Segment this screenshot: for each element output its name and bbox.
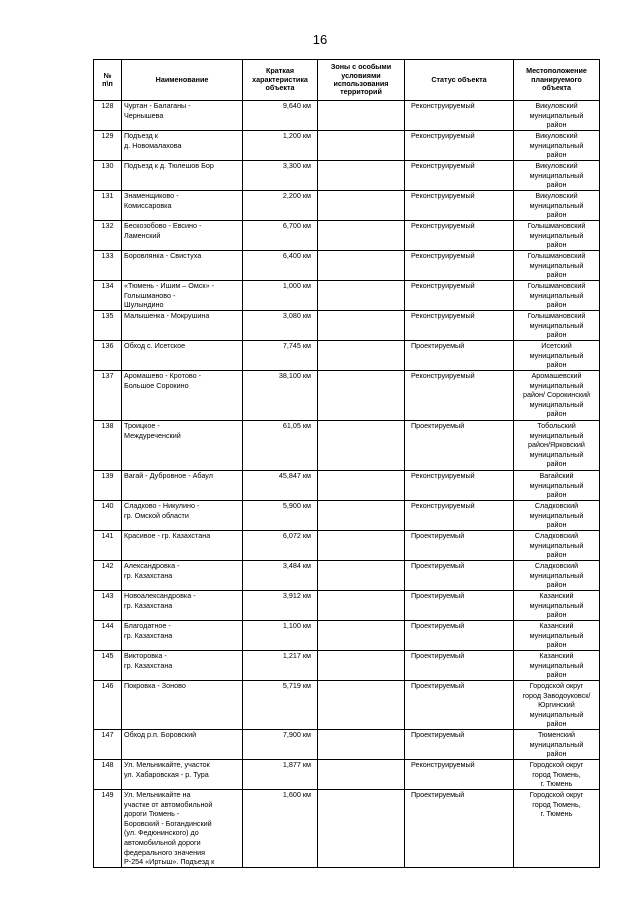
row-name: Викторовка - гр. Казахстана: [122, 651, 243, 681]
row-zone: [318, 471, 405, 501]
row-zone: [318, 789, 405, 867]
row-number: 141: [94, 531, 122, 561]
table-row: [94, 161, 600, 191]
row-name: Ул. Мельникайте, участок ул. Хабаровская - р. Тура: [122, 759, 243, 789]
row-zone: [318, 221, 405, 251]
table-row: [94, 221, 600, 251]
row-number: 133: [94, 251, 122, 281]
row-length: 2,200 км: [243, 191, 318, 221]
row-location: Казанский муниципальный район: [514, 651, 600, 681]
table-row: [94, 651, 600, 681]
row-name: «Тюмень - Ишим – Омск» - Голышманово - Шулындино: [122, 281, 243, 311]
table-row: [94, 591, 600, 621]
page-number: 16: [312, 32, 328, 47]
row-location: Викуловский муниципальный район: [514, 131, 600, 161]
table-row: [94, 341, 600, 371]
row-zone: [318, 131, 405, 161]
row-number: 135: [94, 311, 122, 341]
row-length: 1,877 км: [243, 759, 318, 789]
row-status: Проектируемый: [405, 729, 514, 759]
row-location: Исетский муниципальный район: [514, 341, 600, 371]
row-zone: [318, 729, 405, 759]
table-row: [94, 471, 600, 501]
row-length: 3,300 км: [243, 161, 318, 191]
row-name: Александровка - гр. Казахстана: [122, 561, 243, 591]
row-location: Викуловский муниципальный район: [514, 101, 600, 131]
row-status: Проектируемый: [405, 651, 514, 681]
row-location: Казанский муниципальный район: [514, 591, 600, 621]
row-number: 131: [94, 191, 122, 221]
row-length: 3,484 км: [243, 561, 318, 591]
row-location: Голышмановский муниципальный район: [514, 251, 600, 281]
row-number: 129: [94, 131, 122, 161]
row-name: Обход с. Исетское: [122, 341, 243, 371]
row-location: Вагайский муниципальный район: [514, 471, 600, 501]
row-status: Реконструируемый: [405, 311, 514, 341]
row-length: 1,217 км: [243, 651, 318, 681]
row-length: 45,847 км: [243, 471, 318, 501]
row-number: 149: [94, 789, 122, 867]
row-location: Аромашевский муниципальный район/ Сорокинский муниципальный район: [514, 371, 600, 421]
row-location: Викуловский муниципальный район: [514, 191, 600, 221]
row-status: Проектируемый: [405, 341, 514, 371]
row-status: Реконструируемый: [405, 471, 514, 501]
row-number: 128: [94, 101, 122, 131]
table-row: [94, 371, 600, 421]
row-length: 1,000 км: [243, 281, 318, 311]
row-zone: [318, 191, 405, 221]
row-number: 144: [94, 621, 122, 651]
table-row: [94, 131, 600, 161]
row-zone: [318, 101, 405, 131]
row-name: Покровка - Зоново: [122, 681, 243, 730]
table-header: [94, 60, 600, 101]
table-row: [94, 729, 600, 759]
row-zone: [318, 621, 405, 651]
row-number: 145: [94, 651, 122, 681]
row-zone: [318, 281, 405, 311]
row-number: 136: [94, 341, 122, 371]
row-status: Реконструируемый: [405, 101, 514, 131]
row-status: Реконструируемый: [405, 759, 514, 789]
row-location: Сладковский муниципальный район: [514, 501, 600, 531]
row-name: Ул. Мельникайте на участке от автомобильной дороги Тюмень - Боровский - Богандинский (ул. Федюнинского) до автомобильной дороги федерального значения Р-254 «Иртыш». Подъезд к: [122, 789, 243, 867]
row-number: 147: [94, 729, 122, 759]
row-name: Красивое - гр. Казахстана: [122, 531, 243, 561]
header-zones: Зоны с особыми условиями использования территорий: [318, 60, 405, 101]
row-name: Знаменщиково - Комиссаровка: [122, 191, 243, 221]
row-length: 1,600 км: [243, 789, 318, 867]
row-location: Казанский муниципальный район: [514, 621, 600, 651]
row-number: 132: [94, 221, 122, 251]
row-number: 138: [94, 421, 122, 471]
header-characteristic: Краткая характеристика объекта: [243, 60, 318, 101]
row-number: 137: [94, 371, 122, 421]
row-status: Проектируемый: [405, 591, 514, 621]
table-row: [94, 501, 600, 531]
row-zone: [318, 681, 405, 730]
table-row: [94, 789, 600, 867]
row-name: Сладково - Никулино - гр. Омской области: [122, 501, 243, 531]
table-row: [94, 561, 600, 591]
table-row: [94, 421, 600, 471]
row-number: 142: [94, 561, 122, 591]
row-location: Городской округ город Тюмень, г. Тюмень: [514, 759, 600, 789]
table-row: [94, 531, 600, 561]
row-length: 6,400 км: [243, 251, 318, 281]
row-zone: [318, 501, 405, 531]
row-location: Тобольский муниципальный район/Ярковский муниципальный район: [514, 421, 600, 471]
row-status: Реконструируемый: [405, 281, 514, 311]
row-name: Вагай - Дубровное - Абаул: [122, 471, 243, 501]
row-status: Реконструируемый: [405, 221, 514, 251]
row-location: Сладковский муниципальный район: [514, 531, 600, 561]
row-zone: [318, 251, 405, 281]
row-name: Благодатное - гр. Казахстана: [122, 621, 243, 651]
row-status: Проектируемый: [405, 421, 514, 471]
row-location: Городской округ город Тюмень, г. Тюмень: [514, 789, 600, 867]
row-status: Проектируемый: [405, 789, 514, 867]
row-zone: [318, 591, 405, 621]
row-name: Боровлянка - Свистуха: [122, 251, 243, 281]
row-zone: [318, 651, 405, 681]
table-row: [94, 681, 600, 730]
row-number: 134: [94, 281, 122, 311]
row-name: Подъезд к д. Тюлешов Бор: [122, 161, 243, 191]
header-status: Статус объекта: [405, 60, 514, 101]
row-length: 3,080 км: [243, 311, 318, 341]
table-row: [94, 621, 600, 651]
row-name: Троицкое - Междуреченский: [122, 421, 243, 471]
row-length: 38,100 км: [243, 371, 318, 421]
row-location: Тюменский муниципальный район: [514, 729, 600, 759]
objects-table: [93, 59, 600, 868]
table-row: [94, 759, 600, 789]
row-name: Бескозобово - Евсино - Ламенский: [122, 221, 243, 251]
row-status: Проектируемый: [405, 561, 514, 591]
header-location: Местоположение планируемого объекта: [514, 60, 600, 101]
row-status: Реконструируемый: [405, 501, 514, 531]
row-status: Проектируемый: [405, 621, 514, 651]
row-status: Реконструируемый: [405, 191, 514, 221]
row-number: 148: [94, 759, 122, 789]
row-location: Голышмановский муниципальный район: [514, 311, 600, 341]
row-name: Обход р.п. Боровский: [122, 729, 243, 759]
row-length: 61,05 км: [243, 421, 318, 471]
row-name: Подъезд к д. Новомалахова: [122, 131, 243, 161]
row-zone: [318, 421, 405, 471]
row-zone: [318, 759, 405, 789]
row-length: 5,900 км: [243, 501, 318, 531]
row-status: Проектируемый: [405, 531, 514, 561]
row-length: 1,100 км: [243, 621, 318, 651]
row-zone: [318, 341, 405, 371]
row-zone: [318, 561, 405, 591]
row-length: 1,200 км: [243, 131, 318, 161]
row-length: 7,745 км: [243, 341, 318, 371]
row-location: Голышмановский муниципальный район: [514, 221, 600, 251]
row-location: Сладковский муниципальный район: [514, 561, 600, 591]
row-number: 139: [94, 471, 122, 501]
row-name: Аромашево - Кротово - Большое Сорокино: [122, 371, 243, 421]
row-status: Реконструируемый: [405, 131, 514, 161]
table-row: [94, 281, 600, 311]
table-row: [94, 191, 600, 221]
row-number: 140: [94, 501, 122, 531]
row-number: 130: [94, 161, 122, 191]
row-location: Голышмановский муниципальный район: [514, 281, 600, 311]
row-length: 6,700 км: [243, 221, 318, 251]
table-row: [94, 251, 600, 281]
row-zone: [318, 371, 405, 421]
row-status: Реконструируемый: [405, 251, 514, 281]
row-name: Новоалександровка - гр. Казахстана: [122, 591, 243, 621]
table-row: [94, 311, 600, 341]
table-row: [94, 101, 600, 131]
header-num: № п\п: [94, 60, 122, 101]
row-zone: [318, 311, 405, 341]
row-length: 3,912 км: [243, 591, 318, 621]
row-status: Реконструируемый: [405, 371, 514, 421]
table-body: [94, 101, 600, 868]
row-name: Чуртан - Балаганы - Чернышева: [122, 101, 243, 131]
row-zone: [318, 161, 405, 191]
row-length: 7,900 км: [243, 729, 318, 759]
row-number: 146: [94, 681, 122, 730]
row-location: Городской округ город Заводоуковск/ Юргинский муниципальный район: [514, 681, 600, 730]
row-status: Проектируемый: [405, 681, 514, 730]
header-name: Наименование: [122, 60, 243, 101]
row-length: 6,072 км: [243, 531, 318, 561]
row-length: 5,719 км: [243, 681, 318, 730]
row-length: 9,640 км: [243, 101, 318, 131]
row-location: Викуловский муниципальный район: [514, 161, 600, 191]
row-status: Реконструируемый: [405, 161, 514, 191]
row-zone: [318, 531, 405, 561]
row-name: Малышенка - Мокрушина: [122, 311, 243, 341]
row-number: 143: [94, 591, 122, 621]
